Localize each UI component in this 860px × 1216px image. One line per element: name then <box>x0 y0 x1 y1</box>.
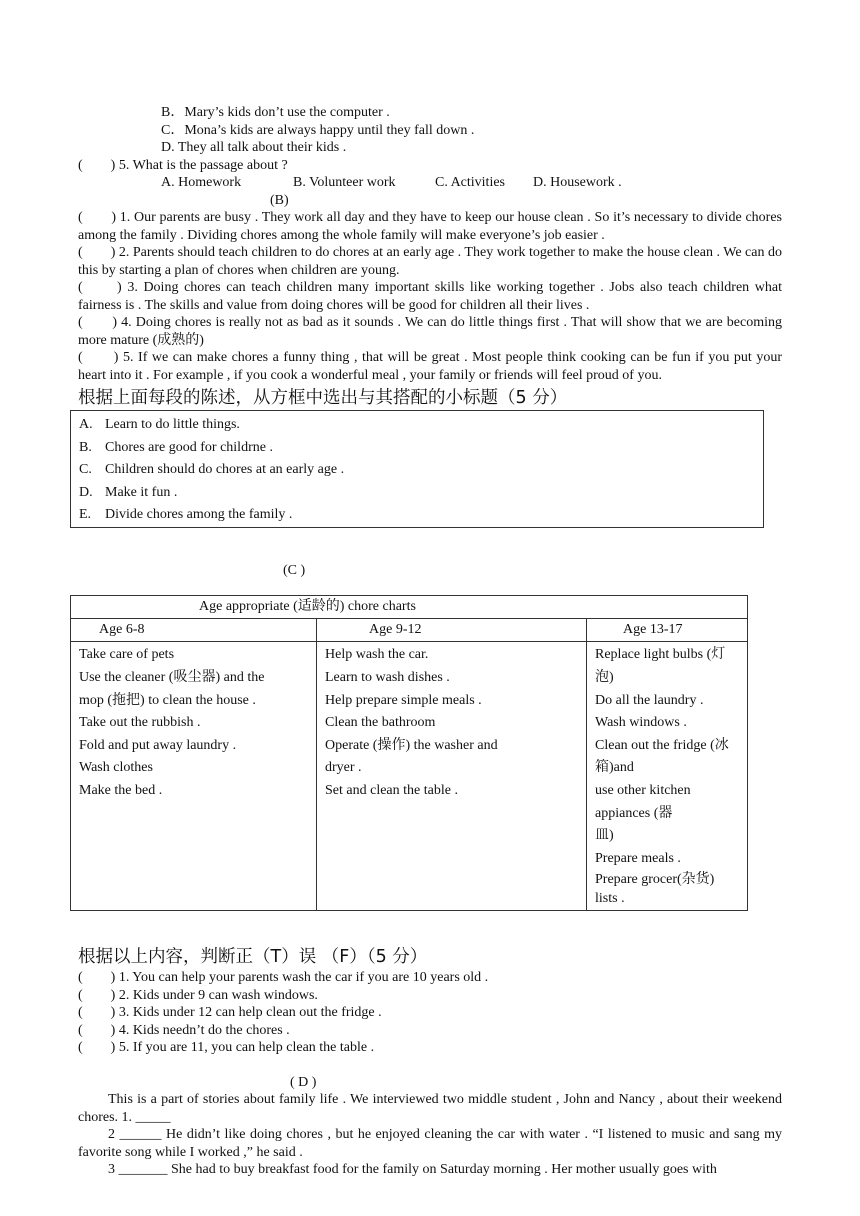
chore-item: Do all the laundry . <box>595 692 704 708</box>
chore-item: Help prepare simple meals . <box>325 692 482 708</box>
chore-item: 皿) <box>595 828 614 844</box>
choice-text: Learn to do little things. <box>105 417 240 432</box>
chore-item: Clean out the fridge (冰箱)and <box>595 737 729 776</box>
choice-row <box>79 414 755 437</box>
column-cell-age-6-8 <box>71 642 317 911</box>
section-b-paragraph: ( ) 1. Our parents are busy . They work all day and they have to keep our house clean . So it’s necessary to divide chores among the family . Dividing chores among the whole family will make everyone’s job easier . <box>78 210 782 243</box>
chore-item: Make the bed . <box>79 783 163 799</box>
option-c: C．Mona’s kids are always happy until they fall down . <box>161 122 475 138</box>
choice-letter: C. <box>79 462 92 478</box>
section-b-paragraph: ( ) 5. If we can make chores a funny thing , that will be great . Most people think cooking can be fun if you put your heart into it . For example , if you cook a wonderful meal , your family or friends will feel proud of you. <box>78 350 782 383</box>
question-5: ( ) 5. What is the passage about ? <box>78 157 288 173</box>
chore-item: Help wash the car. <box>325 647 429 663</box>
column-header: Age 9-12 <box>317 619 587 642</box>
chore-item: mop (拖把) to clean the house . <box>79 692 256 708</box>
choice-text: Divide chores among the family . <box>105 507 293 523</box>
choice-letter: B. <box>79 439 92 455</box>
question-5-options <box>78 174 782 192</box>
choice-text: Children should do chores at an early age . <box>105 462 345 478</box>
choice-letter: A. <box>79 417 93 432</box>
chore-item: Wash clothes <box>79 760 153 776</box>
section-c-instruction: 根据以上内容，判断正（T）误 （F）（5 分） <box>78 947 428 968</box>
option-d: D. They all talk about their kids . <box>161 140 347 155</box>
choice-row <box>79 459 755 482</box>
column-header: Age 6-8 <box>71 619 317 642</box>
choice-text: Chores are good for childrne . <box>105 439 273 455</box>
worksheet-page <box>78 104 782 1179</box>
choice-row <box>79 504 755 527</box>
chore-item: Take care of pets <box>79 647 175 663</box>
chore-item: Learn to wash dishes . <box>325 670 450 686</box>
chore-item: Use the cleaner (吸尘器) and the <box>79 670 265 686</box>
chore-item: Replace light bulbs (灯泡) <box>595 647 726 686</box>
section-b-label: (B) <box>270 192 289 208</box>
option-b: B．Mary’s kids don’t use the computer . <box>161 105 390 120</box>
choice-row <box>79 482 755 505</box>
chore-item: Wash windows . <box>595 715 687 731</box>
chore-item: Clean the bathroom <box>325 715 436 731</box>
tf-question: ( ) 2. Kids under 9 can wash windows. <box>78 987 318 1003</box>
table-title: Age appropriate (适龄的) chore charts <box>71 596 748 619</box>
section-d-paragraph: 3 _______ She had to buy breakfast food for the family on Saturday morning . Her mother usually goes with <box>108 1162 717 1178</box>
chore-item: Set and clean the table . <box>325 783 458 799</box>
section-b-instruction: 根据上面每段的陈述，从方框中选出与其搭配的小标题（5 分） <box>78 388 568 408</box>
section-c-label: (C ) <box>283 562 306 578</box>
tf-question: ( ) 3. Kids under 12 can help clean out the fridge . <box>78 1005 382 1021</box>
choice-row <box>79 437 755 460</box>
tf-question: ( ) 4. Kids needn’t do the chores . <box>78 1022 290 1038</box>
q5-option-c: C. Activities <box>435 175 505 190</box>
chore-item: Operate (操作) the washer and <box>325 737 498 753</box>
heading-choices-box <box>70 410 764 528</box>
section-d-label: ( D ) <box>290 1074 317 1090</box>
tf-question: ( ) 1. You can help your parents wash the car if you are 10 years old . <box>78 970 489 986</box>
column-cell-age-9-12 <box>317 642 587 911</box>
chore-item: use other kitchen appiances (器 <box>595 783 691 821</box>
section-b-paragraph: ( ) 2. Parents should teach children to do chores at an early age . They work together to make the house clean . We can do this by starting a plan of chores when children are young. <box>78 245 782 278</box>
section-d-paragraph: 2 ______ He didn’t like doing chores , but he enjoyed cleaning the car with water . “I listened to music and sang my favorite song while I worked ,” he said . <box>78 1127 782 1160</box>
chore-item: Take out the rubbish . <box>79 715 201 731</box>
chore-chart-table <box>70 595 748 911</box>
chore-item: Prepare meals . <box>595 850 681 866</box>
choice-text: Make it fun . <box>105 484 178 500</box>
chore-item: dryer . <box>325 760 362 776</box>
column-header: Age 13-17 <box>587 619 748 642</box>
section-b-paragraph: ( ) 3. Doing chores can teach children many important skills like working together . Jobs also teach children what fairness is . The skills and value from doing chores will be good for children all their lives . <box>78 280 782 313</box>
q5-option-d: D. Housework . <box>533 175 622 190</box>
choice-letter: E. <box>79 507 92 523</box>
tf-question: ( ) 5. If you are 11, you can help clean the table . <box>78 1040 375 1056</box>
section-d-paragraph: This is a part of stories about family life . We interviewed two middle student , John and Nancy , about their weekend chores. 1. _____ <box>78 1092 782 1125</box>
q5-option-a: A. Homework <box>161 175 242 190</box>
column-cell-age-13-17 <box>587 642 748 911</box>
q5-option-b: B. Volunteer work <box>293 175 396 190</box>
chore-item: Fold and put away laundry . <box>79 737 237 753</box>
chore-item: Prepare grocer(杂货) lists . <box>595 872 715 907</box>
section-b-paragraph: ( ) 4. Doing chores is really not as bad as it sounds . We can do little things first . That will show that we are becoming more mature (成熟的) <box>78 315 782 348</box>
choice-letter: D. <box>79 484 93 500</box>
